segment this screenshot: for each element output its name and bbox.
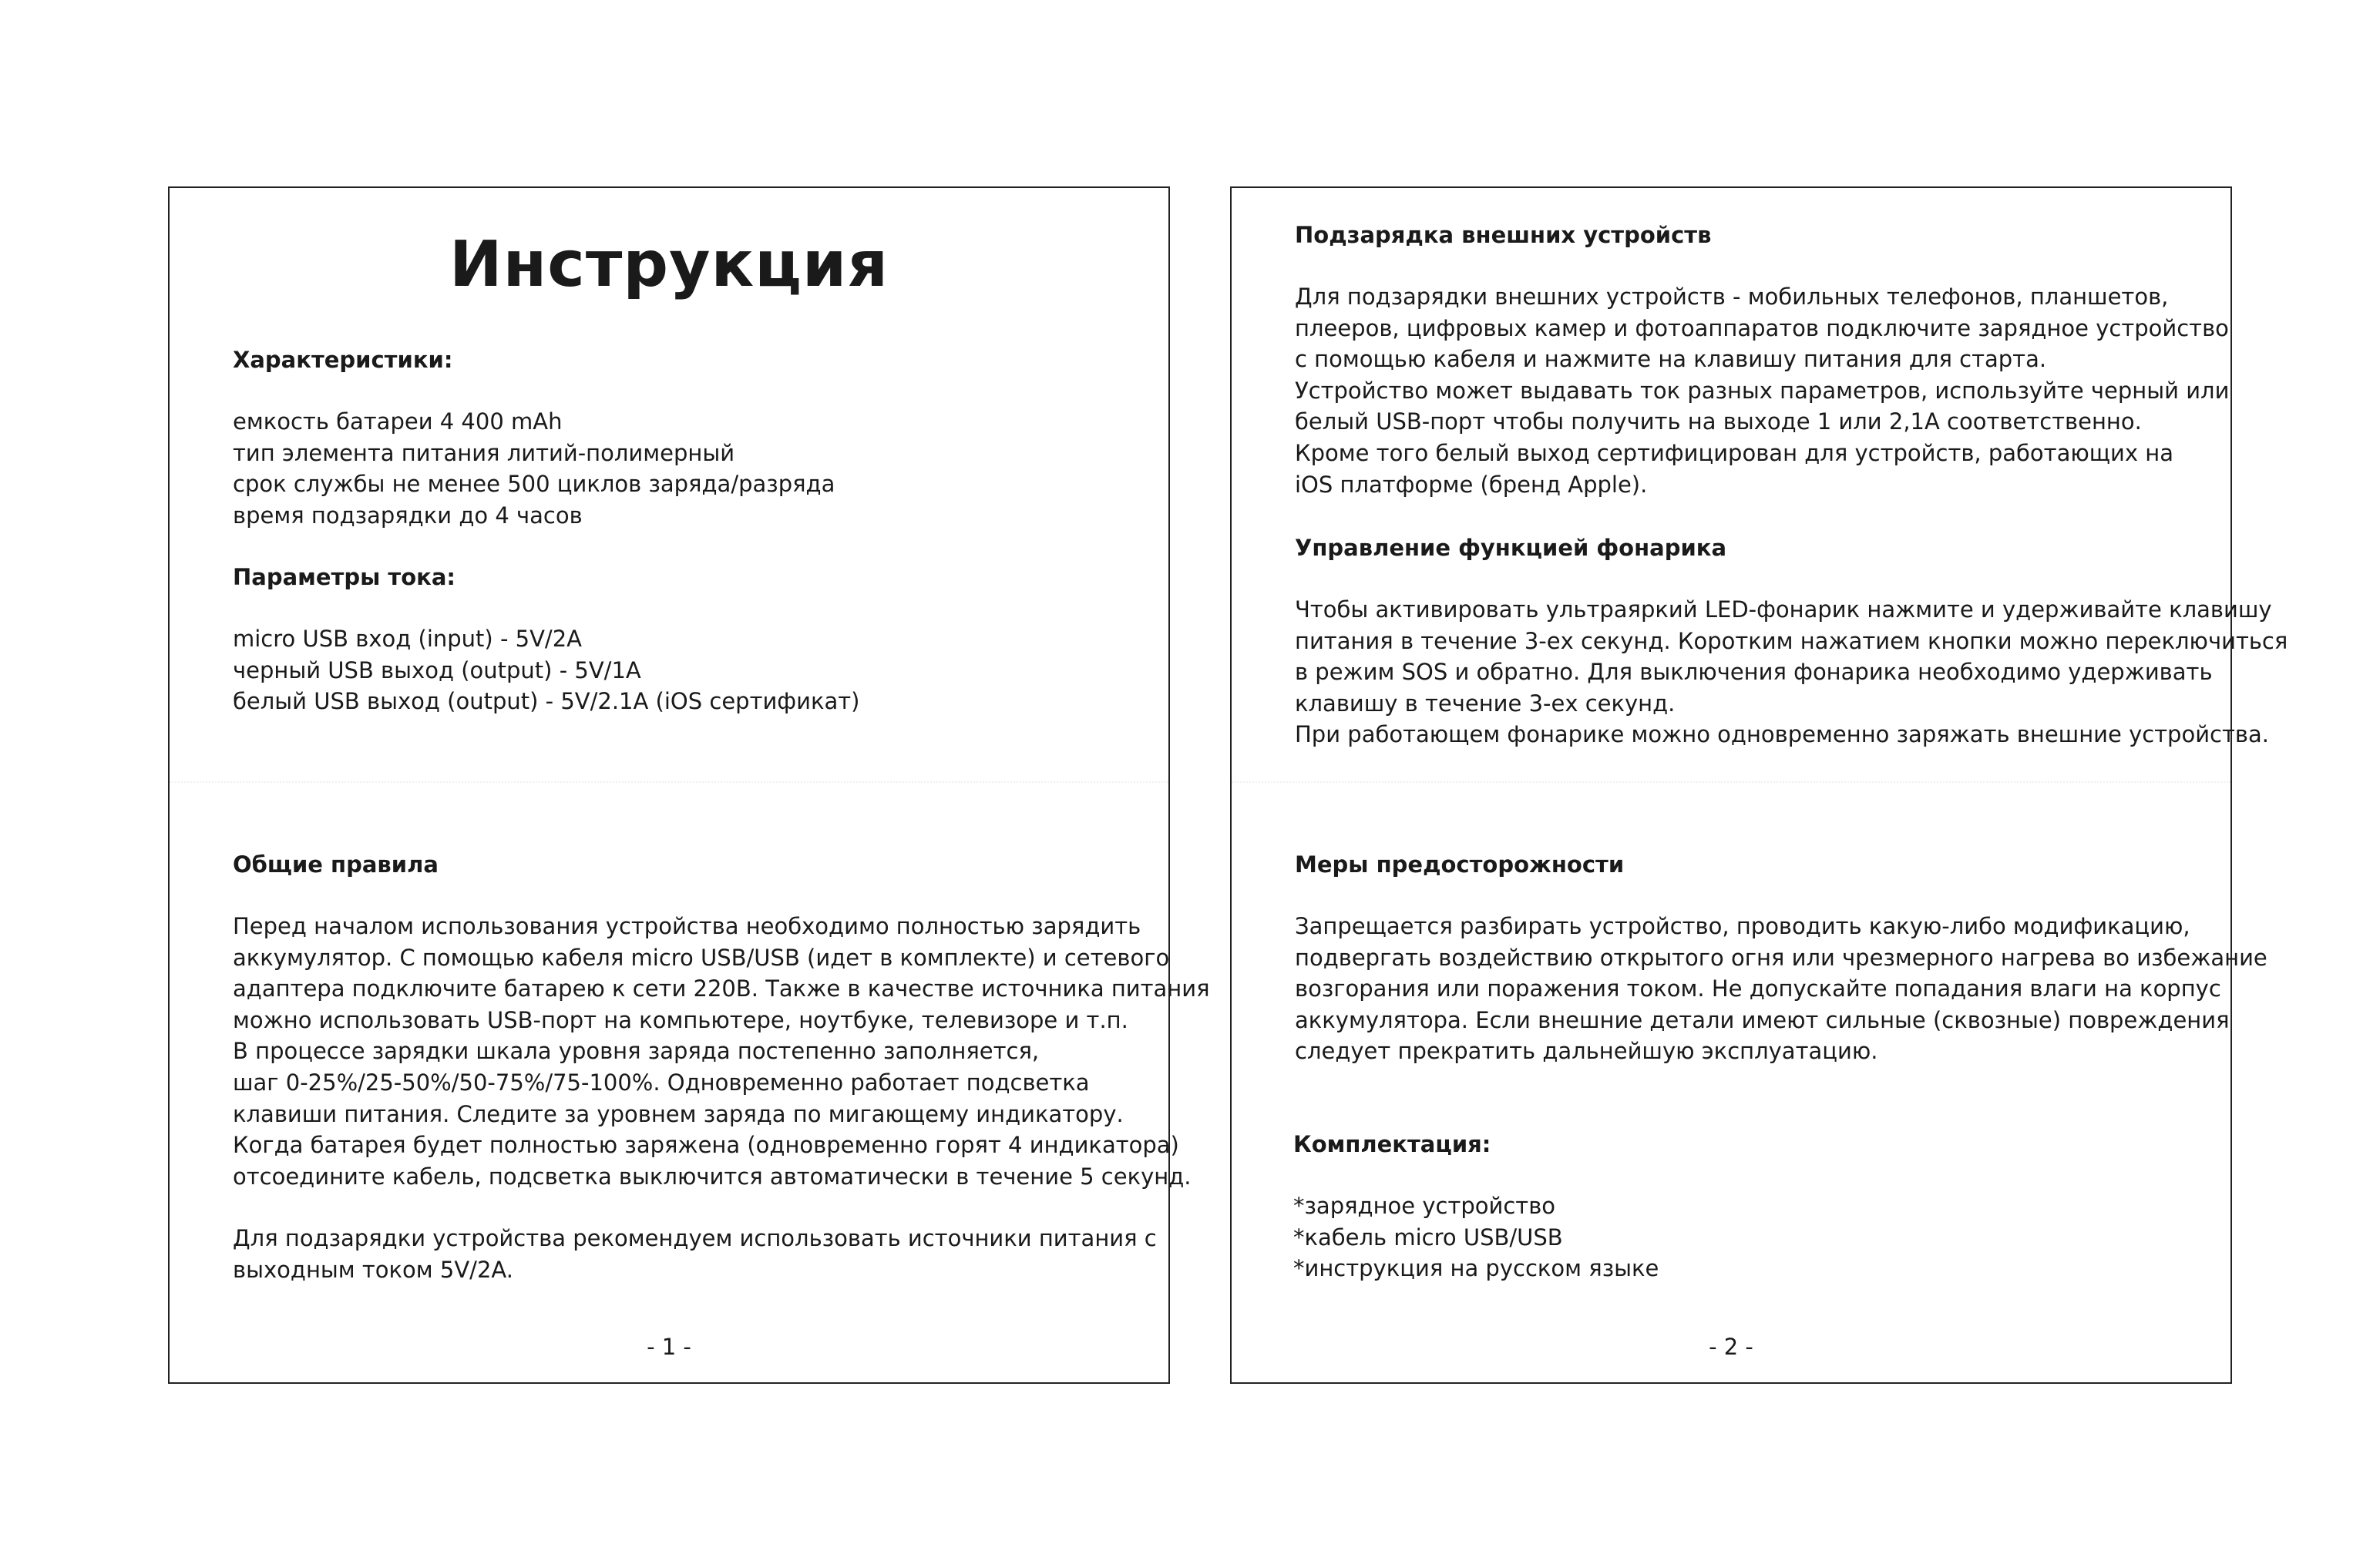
external-line: с помощью кабеля и нажмите на клавишу питания для старта. <box>1295 346 2047 373</box>
fold-line <box>170 781 1168 783</box>
safety-line: подвергать воздействию открытого огня или чрезмерного нагрева во избежание <box>1295 944 2267 971</box>
rules-text <box>233 911 1210 1192</box>
document-title: Инструкция <box>449 228 889 301</box>
safety-heading: Меры предосторожности <box>1295 851 1625 878</box>
current-heading: Параметры тока: <box>233 564 456 590</box>
specs-heading: Характеристики: <box>233 347 453 373</box>
rules-line: можно использовать USB-порт на компьютере, ноутбуке, телевизоре и т.п. <box>233 1006 1128 1033</box>
current-line: черный USB выход (output) - 5V/1A <box>233 656 641 683</box>
package-item: *кабель micro USB/USB <box>1293 1224 1563 1251</box>
flashlight-line: в режим SOS и обратно. Для выключения фонарика необходимо удерживать <box>1295 659 2213 686</box>
rules-line: аккумулятор. С помощью кабеля micro USB/USB (идет в комплекте) и сетевого <box>233 944 1170 971</box>
safety-line: возгорания или поражения током. Не допускайте попадания влаги на корпус <box>1295 975 2221 1002</box>
package-heading: Комплектация: <box>1293 1131 1491 1157</box>
package-item: *зарядное устройство <box>1293 1193 1556 1219</box>
flashlight-line: Чтобы активировать ультраяркий LED-фонарик нажмите и удерживайте клавишу <box>1295 596 2272 623</box>
page-1 <box>168 186 1210 1384</box>
rules-line: Когда батарея будет полностью заряжена (одновременно горят 4 индикатора) <box>233 1132 1179 1159</box>
rules-line: Перед началом использования устройства необходимо полностью зарядить <box>233 913 1141 939</box>
safety-text <box>1295 911 2267 1067</box>
rules-line: отсоедините кабель, подсветка выключится автоматически в течение 5 секунд. <box>233 1163 1192 1190</box>
rules-note-line: выходным током 5V/2A. <box>233 1256 513 1283</box>
package-item: *инструкция на русском языке <box>1293 1255 1659 1282</box>
external-heading: Подзарядка внешних устройств <box>1295 222 1712 248</box>
external-line: iOS платформе (бренд Apple). <box>1295 471 1648 498</box>
rules-heading: Общие правила <box>233 851 439 878</box>
package-list <box>1293 1190 1659 1284</box>
specs-list <box>233 406 835 531</box>
specs-line: срок службы не менее 500 циклов заряда/разряда <box>233 471 835 498</box>
external-line: плееров, цифровых камер и фотоаппаратов подключите зарядное устройство <box>1295 314 2229 341</box>
flashlight-text <box>1295 594 2288 750</box>
safety-line: следует прекратить дальнейшую эксплуатацию. <box>1295 1038 1878 1065</box>
rules-line: шаг 0-25%/25-50%/50-75%/75-100%. Одновременно работает подсветка <box>233 1069 1090 1096</box>
rules-note-line: Для подзарядки устройства рекомендуем использовать источники питания с <box>233 1225 1157 1251</box>
flashlight-line: клавишу в течение 3-ех секунд. <box>1295 690 1676 717</box>
rules-line: клавиши питания. Следите за уровнем заряда по мигающему индикатору. <box>233 1100 1124 1127</box>
rules-line: адаптера подключите батарею к сети 220В. Также в качестве источника питания <box>233 975 1210 1002</box>
external-text <box>1295 281 2229 500</box>
rules-note <box>233 1223 1157 1285</box>
flashlight-line: питания в течение 3-ех секунд. Коротким нажатием кнопки можно переключиться <box>1295 627 2288 654</box>
external-line: Устройство может выдавать ток разных параметров, используйте черный или <box>1295 377 2230 404</box>
safety-line: аккумулятора. Если внешние детали имеют сильные (сквозные) повреждения <box>1295 1006 2230 1033</box>
page-2 <box>1230 186 2288 1384</box>
current-list <box>233 623 859 717</box>
flashlight-line: При работающем фонарике можно одновременно заряжать внешние устройства. <box>1295 721 2269 748</box>
rules-line: В процессе зарядки шкала уровня заряда постепенно заполняется, <box>233 1038 1040 1065</box>
external-line: белый USB-порт чтобы получить на выходе 1 или 2,1А соответственно. <box>1295 408 2142 435</box>
specs-line: время подзарядки до 4 часов <box>233 502 583 529</box>
specs-line: емкость батареи 4 400 mAh <box>233 408 563 435</box>
page-number: - 1 - <box>647 1334 691 1360</box>
safety-line: Запрещается разбирать устройство, проводить какую-либо модификацию, <box>1295 913 2190 939</box>
current-line: белый USB выход (output) - 5V/2.1A (iOS сертификат) <box>233 688 860 715</box>
fold-line <box>1232 781 2230 783</box>
page-number: - 2 - <box>1709 1334 1753 1360</box>
specs-line: тип элемента питания литий-полимерный <box>233 439 735 466</box>
external-line: Для подзарядки внешних устройств - мобильных телефонов, планшетов, <box>1295 284 2169 310</box>
external-line: Кроме того белый выход сертифицирован для устройств, работающих на <box>1295 439 2174 466</box>
flashlight-heading: Управление функцией фонарика <box>1295 535 1727 561</box>
current-line: micro USB вход (input) - 5V/2A <box>233 626 582 652</box>
